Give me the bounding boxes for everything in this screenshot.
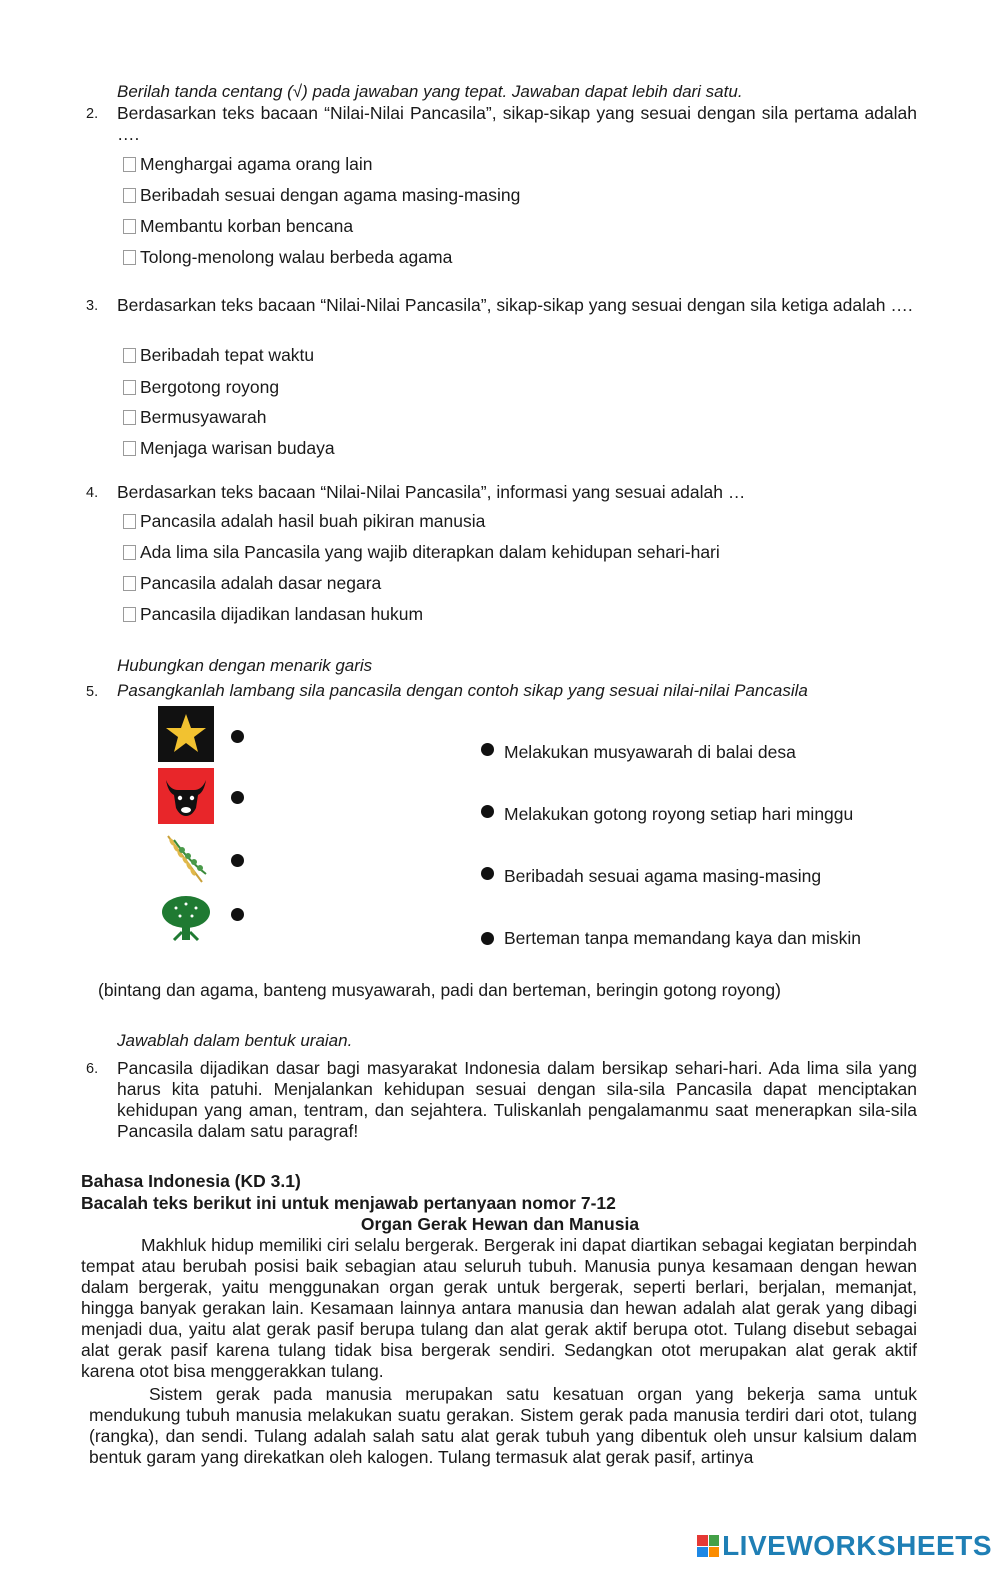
option-label: Beribadah tepat waktu <box>140 345 315 365</box>
option-label: Bergotong royong <box>140 377 280 397</box>
star-symbol <box>158 706 214 762</box>
checkbox[interactable] <box>123 348 136 363</box>
option-label: Beribadah sesuai dengan agama masing-masing <box>140 185 521 205</box>
answer-option[interactable] <box>123 216 353 237</box>
match-dot-left[interactable] <box>231 791 244 804</box>
logo-icon <box>697 1535 719 1557</box>
match-dot-right[interactable] <box>481 805 494 818</box>
question-text: Berdasarkan teks bacaan “Nilai-Nilai Pancasila”, informasi yang sesuai adalah … <box>117 482 746 502</box>
banyan-tree-symbol <box>158 892 214 948</box>
answer-option[interactable] <box>123 573 381 594</box>
checkbox[interactable] <box>123 410 136 425</box>
checkbox[interactable] <box>123 380 136 395</box>
answer-option[interactable] <box>123 377 279 398</box>
question-number: 3. <box>86 298 99 314</box>
match-dot-left[interactable] <box>231 908 244 921</box>
section-heading: Bahasa Indonesia (KD 3.1) <box>81 1171 301 1191</box>
option-label: Pancasila dijadikan landasan hukum <box>140 604 424 624</box>
checkbox[interactable] <box>123 576 136 591</box>
answer-key-hint: (bintang dan agama, banteng musyawarah, padi dan berteman, beringin gotong royong) <box>98 980 781 1000</box>
question-number: 4. <box>86 485 99 501</box>
option-label: Menjaga warisan budaya <box>140 438 335 458</box>
match-dot-left[interactable] <box>231 730 244 743</box>
question-number: 2. <box>86 106 99 122</box>
checkbox[interactable] <box>123 219 136 234</box>
paragraph-text: Sistem gerak pada manusia merupakan satu kesatuan organ yang bekerja sama untuk mendukung tubuh manusia melakukan suatu gerakan. Sistem gerak pada manusia terdiri dari otot, tulang (rangka), dan sendi. Tulang adalah salah satu alat gerak tubuh yang dibentuk oleh unsur kalsium dalam bentuk garam yang direkatkan oleh kalogen. Tulang termasuk alat gerak pasif, artinya <box>89 1384 917 1467</box>
checkbox[interactable] <box>123 157 136 172</box>
answer-option[interactable] <box>123 154 373 175</box>
checkbox[interactable] <box>123 250 136 265</box>
rice-cotton-symbol <box>158 830 214 886</box>
option-label: Menghargai agama orang lain <box>140 154 373 174</box>
instruction-matching: Hubungkan dengan menarik garis <box>117 656 373 675</box>
option-label: Pancasila adalah dasar negara <box>140 573 382 593</box>
answer-option[interactable] <box>123 438 335 459</box>
match-dot-right[interactable] <box>481 743 494 756</box>
option-label: Tolong-menolong walau berbeda agama <box>140 247 453 267</box>
question-number: 5. <box>86 684 99 700</box>
option-label: Ada lima sila Pancasila yang wajib diterapkan dalam kehidupan sehari-hari <box>140 542 720 562</box>
checkbox[interactable] <box>123 514 136 529</box>
reading-paragraph <box>89 1384 917 1468</box>
option-label: Bermusyawarah <box>140 407 267 427</box>
match-dot-right[interactable] <box>481 867 494 880</box>
option-label: Pancasila adalah hasil buah pikiran manusia <box>140 511 486 531</box>
match-dot-right[interactable] <box>481 932 494 945</box>
checkbox[interactable] <box>123 545 136 560</box>
question-number: 6. <box>86 1061 99 1077</box>
match-answer: Beribadah sesuai agama masing-masing <box>504 866 822 886</box>
question-text: Berdasarkan teks bacaan “Nilai-Nilai Pancasila”, sikap-sikap yang sesuai dengan sila ketiga adalah …. <box>117 295 913 315</box>
question-text: Pasangkanlah lambang sila pancasila dengan contoh sikap yang sesuai nilai-nilai Pancasila <box>117 681 808 700</box>
paragraph-text: Makhluk hidup memiliki ciri selalu bergerak. Bergerak ini dapat diartikan sebagai kegiatan berpindah tempat atau berubah posisi baik sebagian atau seluruh tubuh. Manusia punya kesamaan dengan hewan dalam bergerak, yaitu menggunakan organ gerak untuk bergerak, seperti berlari, berjalan, memanjat, hingga banyak gerakan lain. Kesamaan lainnya antara manusia dan hewan adalah alat gerak yang dibagi menjadi dua, yaitu alat gerak pasif berupa tulang dan alat gerak aktif berupa otot. Tulang disebut sebagai alat gerak pasif karena tulang tidak bisa bergerak sendiri. Sedangkan otot merupakan alat gerak aktif karena otot bisa menggerakkan tulang. <box>81 1235 917 1381</box>
question-text: Pancasila dijadikan dasar bagi masyarakat Indonesia dalam bersikap sehari-hari. Ada lima sila yang harus kita patuhi. Menjalankan kehidupan sesuai dengan sila-sila Pancasila dapat menciptakan kehidupan yang aman, tentram, dan sejahtera. Tuliskanlah pengalamanmu saat menerapkan sila-sila Pancasila dalam satu paragraf! <box>117 1058 917 1141</box>
section-subheading: Bacalah teks berikut ini untuk menjawab pertanyaan nomor 7-12 <box>81 1193 616 1213</box>
answer-option[interactable] <box>123 185 520 206</box>
answer-option[interactable] <box>123 604 423 625</box>
instruction-essay: Jawablah dalam bentuk uraian. <box>117 1031 353 1050</box>
match-dot-left[interactable] <box>231 854 244 867</box>
answer-option[interactable] <box>123 511 485 532</box>
checkbox[interactable] <box>123 441 136 456</box>
brand-name: LIVEWORKSHEETS <box>722 1530 992 1561</box>
reading-paragraph <box>81 1235 917 1382</box>
answer-option[interactable] <box>123 345 314 366</box>
reading-title: Organ Gerak Hewan dan Manusia <box>360 1214 640 1234</box>
liveworksheets-logo <box>697 1530 992 1562</box>
match-answer: Melakukan musyawarah di balai desa <box>504 742 796 762</box>
option-label: Membantu korban bencana <box>140 216 354 236</box>
answer-option[interactable] <box>123 542 720 563</box>
match-answer: Berteman tanpa memandang kaya dan miskin <box>504 928 862 948</box>
bull-head-symbol <box>158 768 214 824</box>
answer-option[interactable] <box>123 247 452 268</box>
instruction-checkbox: Berilah tanda centang (√) pada jawaban yang tepat. Jawaban dapat lebih dari satu. <box>117 82 743 101</box>
checkbox[interactable] <box>123 607 136 622</box>
checkbox[interactable] <box>123 188 136 203</box>
question-text: Berdasarkan teks bacaan “Nilai-Nilai Pancasila”, sikap-sikap yang sesuai dengan sila pertama adalah …. <box>117 103 917 144</box>
answer-option[interactable] <box>123 407 266 428</box>
match-answer: Melakukan gotong royong setiap hari minggu <box>504 804 854 824</box>
